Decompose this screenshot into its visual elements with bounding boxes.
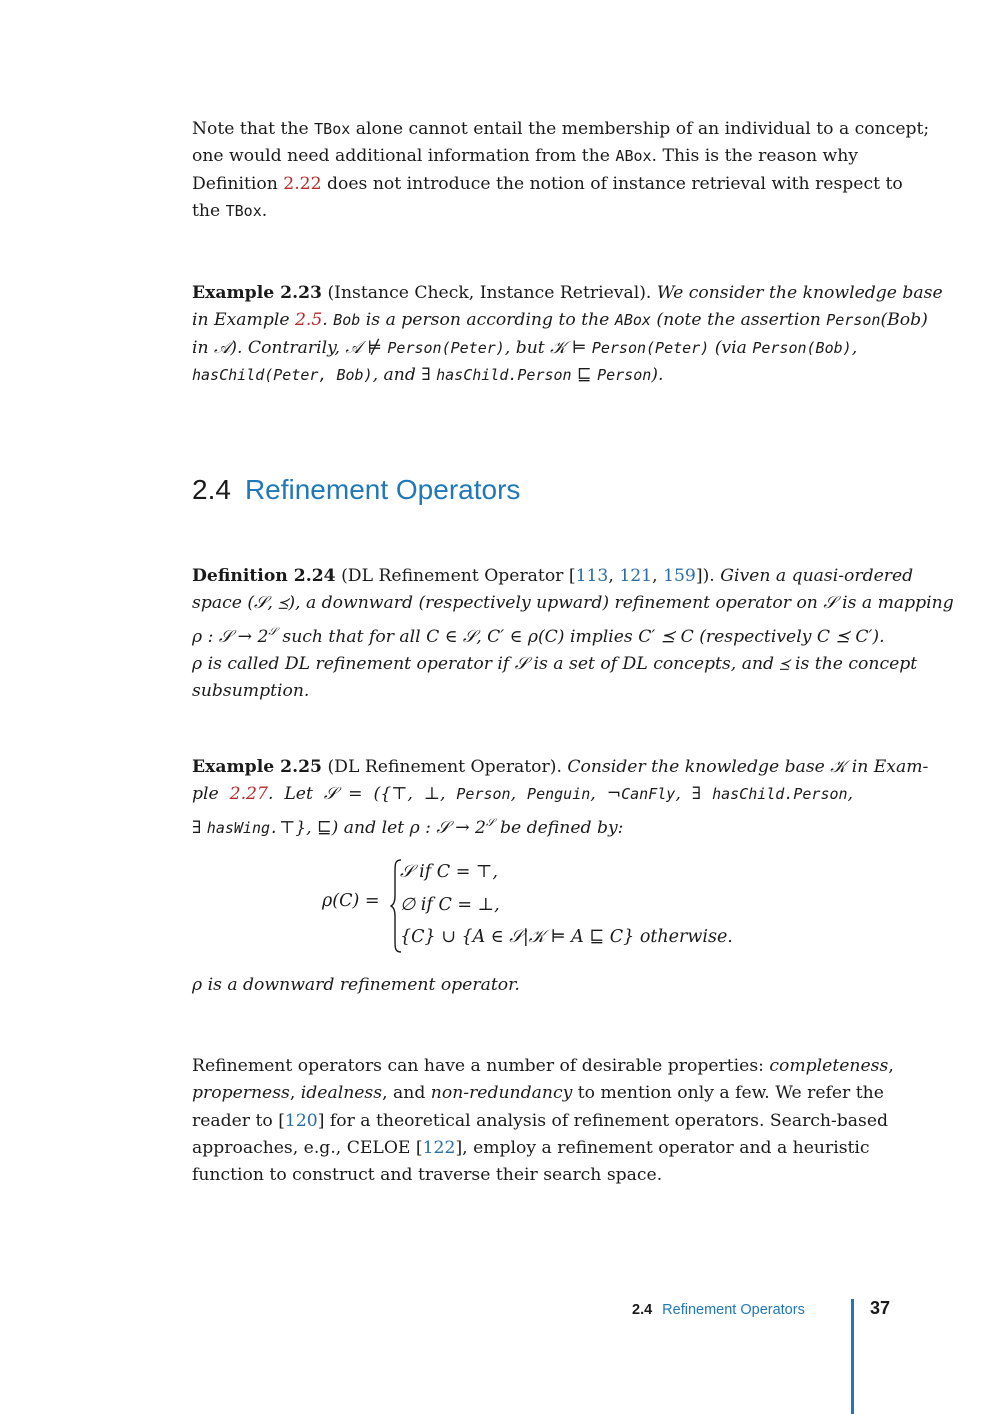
citation-120[interactable]: 120 (284, 1110, 318, 1131)
case-otherwise: {C} ∪ {A ∈ 𝒮|𝒦 ⊨ A ⊑ C} otherwise. (400, 927, 733, 947)
ref-example-2-27[interactable]: 2.27 (229, 784, 268, 805)
section-title: Refinement Operators (244, 474, 521, 505)
citation-121[interactable]: 121 (619, 566, 653, 586)
citation-113[interactable]: 113 (575, 566, 609, 586)
citation-122[interactable]: 122 (422, 1137, 456, 1158)
example-label: Example 2.23 (192, 283, 322, 303)
ref-example-2-5[interactable]: 2.5 (294, 310, 323, 331)
ref-definition-2-22[interactable]: 2.22 (283, 173, 322, 194)
section-heading (192, 470, 520, 510)
running-footer (632, 1302, 805, 1318)
footer-section-title: Refinement Operators (662, 1302, 805, 1318)
paragraph-tbox-note: Note that the TBox alone cannot entail the membership of an individual to a concept; one would need additional information from the ABox. This is the reason why Definition 2.22 does not introduce the notion of instance retrieval with respect to the TBox. (192, 119, 930, 221)
definition-2-24: Definition 2.24 (DL Refinement Operator [113, 121, 159]). Given a quasi-ordered space (𝒮, ⪯), a downward (respectively upward) refinement operator on 𝒮 is a mapping ρ : 𝒮 → $2^𝒮$ such that for all C ∈ 𝒮, C′ ∈ ρ(C) implies C′ ⪯ C (respectively C ⪯ C′). ρ is called DL refinement operator if 𝒮 is a set of DL concepts, and ⪯ is the concept subsumption. (192, 566, 954, 702)
definition-label: Definition 2.24 (192, 566, 336, 586)
footer-section-number: 2.4 (632, 1302, 653, 1318)
case-bottom: ∅ if C = ⊥, (400, 895, 500, 915)
example-2-25: Example 2.25 (DL Refinement Operator). Consider the knowledge base 𝒦 in Exam- ple 2.27. Let 𝒮 = ({⊤, ⊥, Person, Penguin, ¬CanFly, ∃ hasChild.Person, ∃ hasWing.⊤}, ⊑) and let ρ : 𝒮 → $2^𝒮$ be defined by: (192, 757, 929, 838)
rho-note: ρ is a downward refinement operator. (192, 975, 520, 995)
citation-159[interactable]: 159 (663, 566, 696, 586)
page-number: 37 (870, 1298, 891, 1318)
case-top: 𝒮 if C = ⊤, (400, 862, 498, 882)
paragraph-refinement-properties: Refinement operators can have a number of desirable properties: completeness, properness, idealness, and non-redundancy to mention only a few. We refer the reader to [120] for a theoretical analysis of refinement operators. Search-based approaches, e.g., CELOE [122], employ a refinement operator and a heuristic function to construct and traverse their search space. (192, 1056, 894, 1186)
piecewise-equation (322, 858, 742, 954)
equation-lhs: ρ(C) = (322, 891, 380, 911)
example-2-23: Example 2.23 (Instance Check, Instance Retrieval). We consider the knowledge base in Example 2.5. Bob is a person according to the ABox (note the assertion Person(Bob) in 𝒜). Contrarily, 𝒜 ⊭ Person(Peter), but 𝒦 ⊨ Person(Peter) (via Person(Bob), hasChild(Peter, Bob), and ∃ hasChild.Person ⊑ Person). (192, 283, 943, 385)
section-number: 2.4 (192, 474, 231, 505)
example-label: Example 2.25 (192, 757, 322, 777)
footer-rule (851, 1299, 854, 1414)
